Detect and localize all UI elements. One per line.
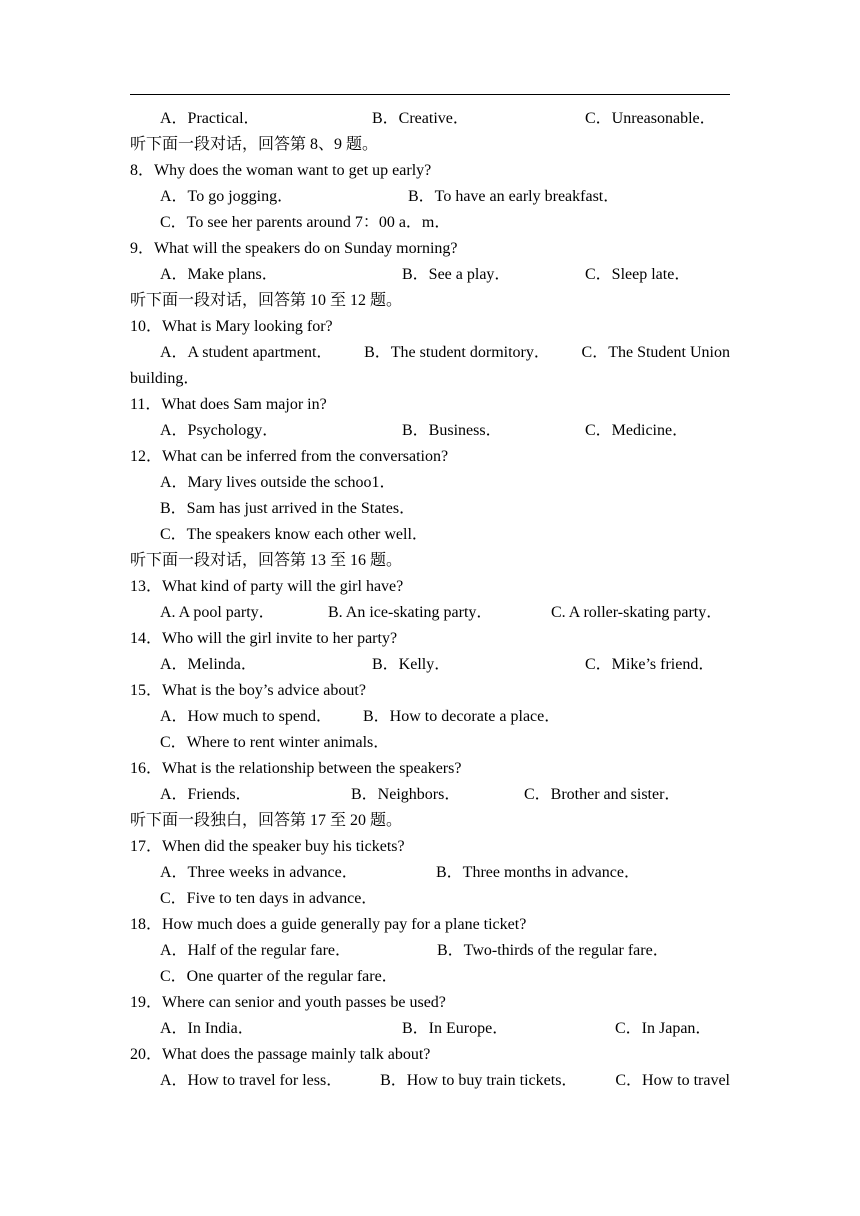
answer-option: B．Kelly． [372, 656, 451, 673]
answer-option: A．Three weeks in advance． [160, 864, 358, 881]
question-line: 17．When did the speaker buy his tickets? [130, 838, 405, 855]
question-line: 听下面一段独白，回答第 17 至 20 题。 [130, 812, 403, 829]
answer-option-line: C．Where to rent winter animals． [160, 734, 390, 751]
question-line: 11．What does Sam major in? [130, 396, 327, 413]
answer-option-line: C．Five to ten days in advance． [160, 890, 378, 907]
question-line: 听下面一段对话，回答第 8、9 题。 [130, 136, 379, 153]
answer-option-line: C．To see her parents around 7：00 a．m． [160, 214, 451, 231]
answer-option-line: A．Mary lives outside the schoo1． [160, 474, 396, 491]
answer-options-row [130, 106, 730, 132]
answer-option: B．How to decorate a place． [363, 708, 561, 725]
answer-option: B．Neighbors． [351, 786, 461, 803]
answer-option: C．Mike’s friend． [585, 656, 715, 673]
question-line: 18．How much does a guide generally pay for a plane ticket? [130, 916, 527, 933]
answer-option: A．Melinda． [160, 656, 257, 673]
answer-options-row [130, 938, 730, 964]
answer-option: C．Medicine． [585, 422, 689, 439]
answer-option: A．How to travel for less． [160, 1072, 343, 1089]
answer-option: B．See a play． [402, 266, 511, 283]
answer-option: A．To go jogging． [160, 188, 294, 205]
answer-option-line: C．One quarter of the regular fare． [160, 968, 398, 985]
answer-option: A．A student apartment． [160, 344, 333, 361]
answer-options-row [130, 600, 730, 626]
question-line: 听下面一段对话，回答第 13 至 16 题。 [130, 552, 403, 569]
header-rule [130, 94, 730, 95]
answer-option: C．Sleep late． [585, 266, 691, 283]
question-line: 8．Why does the woman want to get up early? [130, 162, 432, 179]
answer-option: C．Unreasonable． [585, 110, 716, 127]
answer-option: B．Creative． [372, 110, 469, 127]
answer-option-line: C．The speakers know each other well． [160, 526, 428, 543]
answer-option: A. A pool party． [160, 604, 275, 621]
answer-option: A．Practical． [160, 110, 260, 127]
question-line: 听下面一段对话，回答第 10 至 12 题。 [130, 292, 403, 309]
answer-option: C．The Student Union [581, 344, 730, 361]
answer-option: A．In India． [160, 1020, 254, 1037]
question-line: building． [130, 370, 200, 387]
answer-option: C．Brother and sister． [524, 786, 681, 803]
question-line: 16．What is the relationship between the speakers? [130, 760, 462, 777]
question-line: 15．What is the boy’s advice about? [130, 682, 366, 699]
answer-options-row [130, 1068, 730, 1094]
answer-option: C. A roller-skating party． [551, 604, 723, 621]
answer-option: A．Make plans． [160, 266, 278, 283]
answer-options-row [130, 652, 730, 678]
answer-options-row [130, 262, 730, 288]
answer-options-row [130, 704, 730, 730]
answer-option-line: B．Sam has just arrived in the States． [160, 500, 416, 517]
question-line: 9．What will the speakers do on Sunday morning? [130, 240, 458, 257]
answer-options-row [130, 1016, 730, 1042]
answer-option: A．How much to spend． [160, 708, 332, 725]
exam-content [130, 106, 730, 1094]
answer-option: B．In Europe． [402, 1020, 509, 1037]
answer-option: C．How to travel [615, 1072, 730, 1089]
answer-option: B．How to buy train tickets． [380, 1072, 578, 1089]
answer-option: C．In Japan． [615, 1020, 712, 1037]
answer-options-row [130, 860, 730, 886]
answer-option: A．Friends． [160, 786, 252, 803]
answer-options-row [130, 184, 730, 210]
question-line: 10．What is Mary looking for? [130, 318, 333, 335]
question-line: 19．Where can senior and youth passes be used? [130, 994, 446, 1011]
answer-option: A．Half of the regular fare． [160, 942, 352, 959]
answer-option: B．The student dormitory． [364, 344, 550, 361]
question-line: 13．What kind of party will the girl have? [130, 578, 404, 595]
answer-option: B．Business． [402, 422, 502, 439]
answer-option: B．To have an early breakfast． [408, 188, 620, 205]
question-line: 12．What can be inferred from the conversation? [130, 448, 449, 465]
answer-option: B. An ice-skating party． [328, 604, 493, 621]
answer-option: B．Three months in advance． [436, 864, 640, 881]
answer-option: B．Two-thirds of the regular fare． [437, 942, 669, 959]
answer-options-row [130, 418, 730, 444]
question-line: 20．What does the passage mainly talk about? [130, 1046, 431, 1063]
answer-options-row [130, 782, 730, 808]
answer-options-row [130, 340, 730, 366]
answer-option: A．Psychology． [160, 422, 279, 439]
question-line: 14．Who will the girl invite to her party? [130, 630, 398, 647]
